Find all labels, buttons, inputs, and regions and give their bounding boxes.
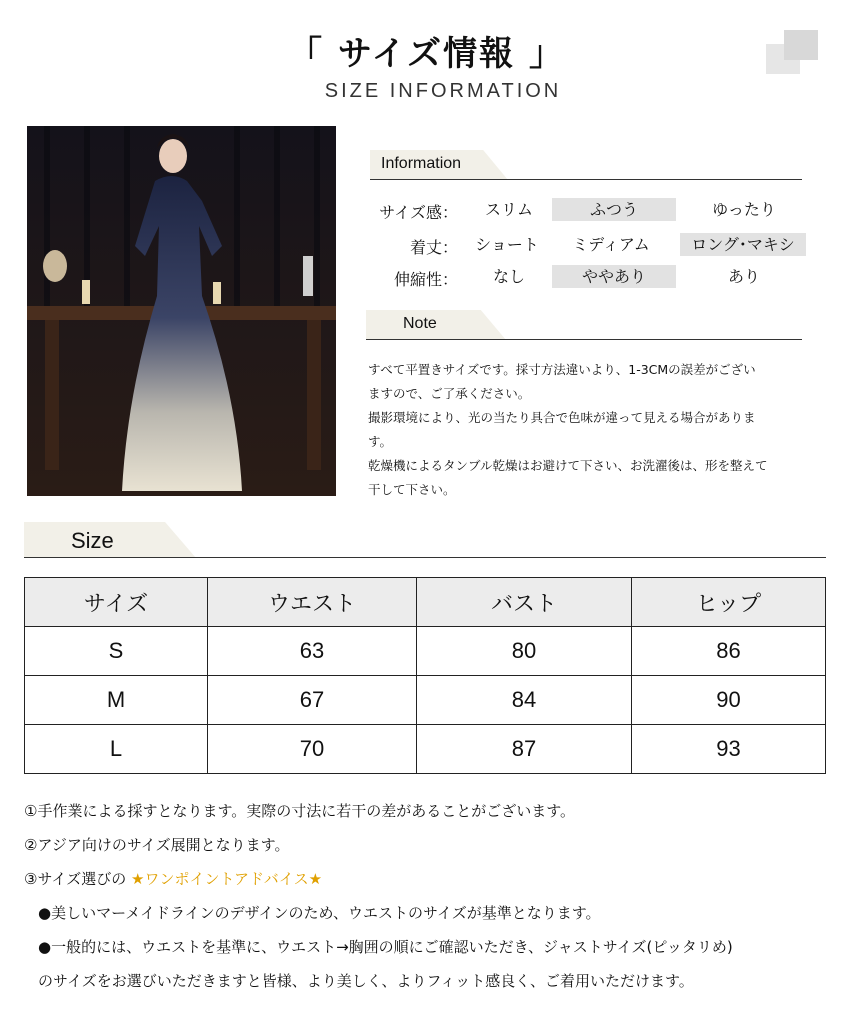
attr-option: スリム <box>484 200 533 219</box>
note-text <box>368 358 808 502</box>
attr-option: ゆったり <box>712 200 776 219</box>
information-section-header <box>370 150 802 180</box>
note-section-header <box>366 310 802 340</box>
note-item-3 <box>24 868 322 889</box>
table-row <box>25 725 826 774</box>
attr-option: ミディアム <box>572 235 650 254</box>
note-item-2: ②アジア向けのサイズ展開となります。 <box>24 836 290 854</box>
note-line: 干して下さい。 <box>368 482 456 497</box>
note-line: すべて平置きサイズです。採寸方法違いより、1-3CMの誤差がござい <box>368 362 756 377</box>
table-cell: 90 <box>632 676 826 725</box>
attr-option-selected: ロング･マキシ <box>680 233 806 256</box>
column-header: ヒップ <box>632 578 826 627</box>
product-photo <box>27 126 336 496</box>
information-label: Information <box>381 155 462 172</box>
table-cell: 67 <box>208 676 417 725</box>
note-bullet-2: ●一般的には、ウエストを基準に、ウエスト→胸囲の順にご確認いただき、ジャストサイズ(ピッタリめ) <box>38 938 733 956</box>
note-item-3-text: ③サイズ選びの <box>24 870 132 888</box>
note-label: Note <box>403 315 437 332</box>
attr-option: ショート <box>475 235 539 254</box>
attr-row-stretch <box>366 265 806 291</box>
size-table <box>24 577 826 774</box>
table-cell: L <box>25 725 208 774</box>
column-header: サイズ <box>25 578 208 627</box>
table-cell: 63 <box>208 627 417 676</box>
page-title: 「 サイズ情報 」 <box>288 34 565 74</box>
table-cell: 80 <box>417 627 632 676</box>
note-line: す。 <box>368 434 393 449</box>
note-bullet-2-cont: のサイズをお選びいただきますと皆様、より美しく、よりフィット感良く、ご着用いただけます。 <box>38 972 694 990</box>
column-header: バスト <box>417 578 632 627</box>
table-header-row <box>25 578 826 627</box>
size-section-header <box>24 522 826 558</box>
note-bullet-1: ●美しいマーメイドラインのデザインのため、ウエストのサイズが基準となります。 <box>38 904 601 922</box>
attr-option-selected: ふつう <box>552 198 676 221</box>
table-row <box>25 676 826 725</box>
table-row <box>25 627 826 676</box>
note-line: ますので、ご了承ください。 <box>368 386 531 401</box>
table-cell: 70 <box>208 725 417 774</box>
column-header: ウエスト <box>208 578 417 627</box>
table-cell: 86 <box>632 627 826 676</box>
table-cell: 93 <box>632 725 826 774</box>
attr-row-length <box>366 233 806 259</box>
table-cell: M <box>25 676 208 725</box>
attr-label: 伸縮性： <box>393 270 458 289</box>
note-line: 乾燥機によるタンブル乾燥はお避けて下さい、お洗濯後は、形を整えて <box>368 458 768 473</box>
table-cell: 87 <box>417 725 632 774</box>
decorative-squares <box>766 30 818 74</box>
size-label: Size <box>71 528 114 553</box>
note-item-1: ①手作業による採すとなります。実際の寸法に若干の差があることがございます。 <box>24 802 576 820</box>
attr-label: 着丈： <box>409 238 458 257</box>
attr-label: サイズ感： <box>379 203 458 222</box>
attr-option: あり <box>727 267 760 286</box>
advice-highlight: ★ワンポイントアドバイス★ <box>131 870 323 888</box>
note-line: 撮影環境により、光の当たり具合で色味が違って見える場合がありま <box>368 410 756 425</box>
attr-row-fit <box>366 198 806 224</box>
attr-option-selected: ややあり <box>552 265 676 288</box>
table-cell: S <box>25 627 208 676</box>
table-cell: 84 <box>417 676 632 725</box>
attr-option: なし <box>492 267 525 286</box>
page-subtitle: SIZE INFORMATION <box>324 80 562 102</box>
